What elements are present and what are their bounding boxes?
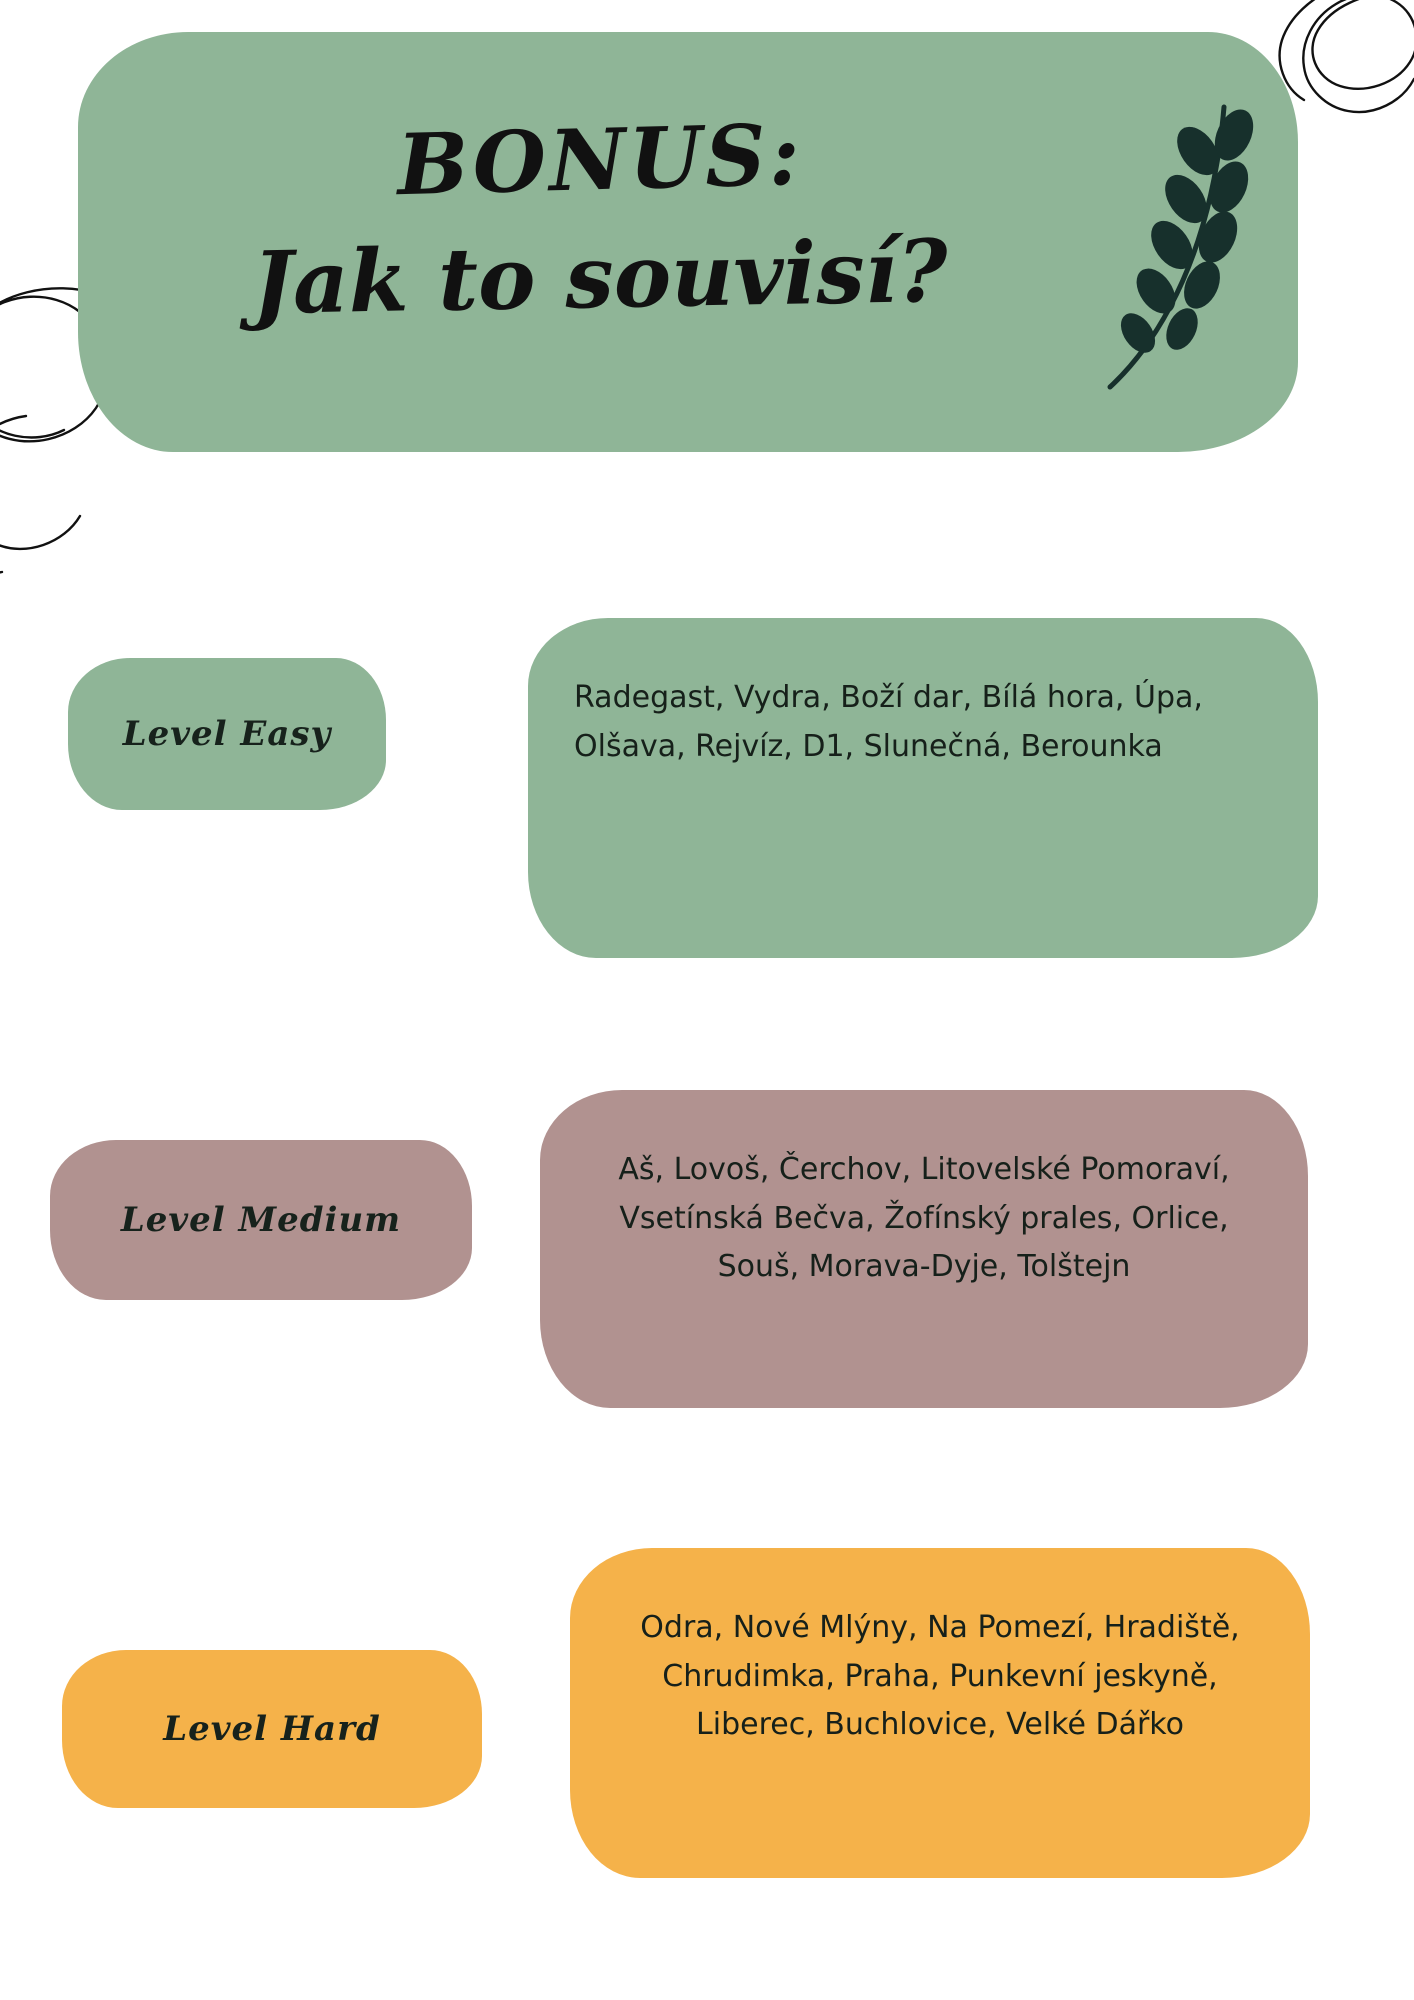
page-title xyxy=(110,104,1090,335)
level-label-easy xyxy=(68,658,386,810)
leaf-sprig-icon xyxy=(1074,95,1264,425)
level-content-medium xyxy=(540,1090,1308,1408)
level-label-medium-text: Level Medium xyxy=(120,1200,402,1240)
level-items-easy: Radegast, Vydra, Boží dar, Bílá hora, Úpa, Olšava, Rejvíz, D1, Slunečná, Berounka xyxy=(574,680,1203,764)
level-items-hard: Odra, Nové Mlýny, Na Pomezí, Hradiště, Chrudimka, Praha, Punkevní jeskyně, Liberec, Buchlovice, Velké Dářko xyxy=(640,1610,1240,1743)
level-label-hard-text: Level Hard xyxy=(163,1709,381,1749)
level-label-medium xyxy=(50,1140,472,1300)
level-label-easy-text: Level Easy xyxy=(122,714,332,754)
level-label-hard xyxy=(62,1650,482,1808)
level-items-medium: Aš, Lovoš, Čerchov, Litovelské Pomoraví, Vsetínská Bečva, Žofínský prales, Orlice, Souš, Morava-Dyje, Tolštejn xyxy=(618,1152,1230,1285)
page-title-line2: Jak to souvisí? xyxy=(251,220,949,335)
page-title-line1: BONUS: xyxy=(396,104,804,215)
level-content-easy xyxy=(528,618,1318,958)
level-content-hard xyxy=(570,1548,1310,1878)
